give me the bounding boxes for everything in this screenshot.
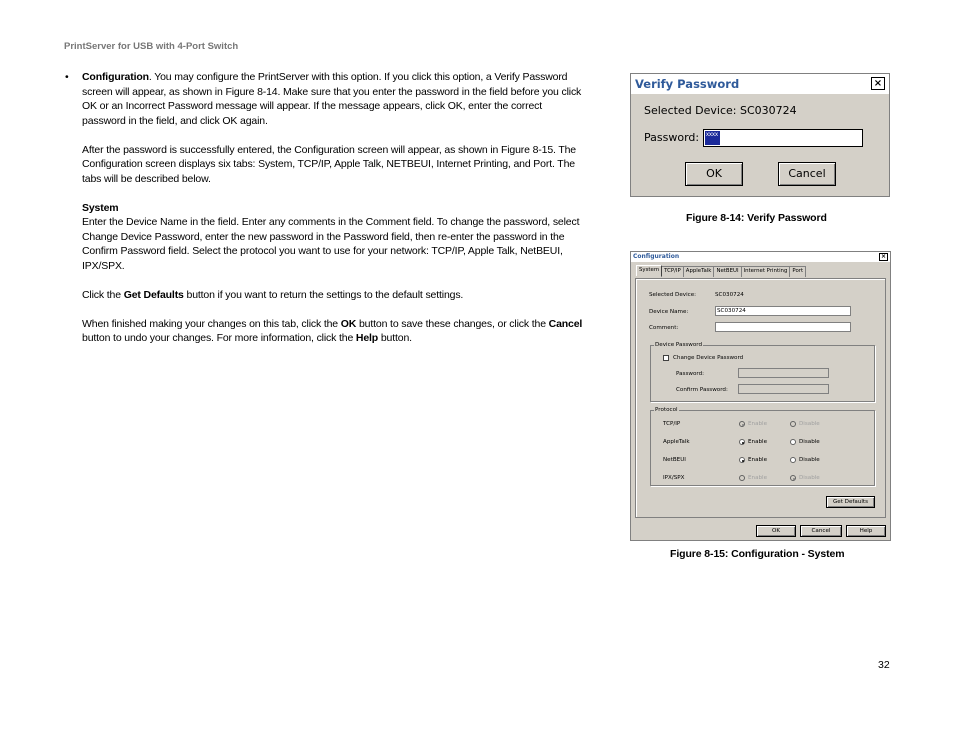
figure-14-caption: Figure 8-14: Verify Password [686, 212, 827, 224]
tab-appletalk[interactable]: AppleTalk [683, 266, 715, 277]
dialog-title: Configuration [633, 253, 680, 260]
ok-term: OK [340, 317, 357, 330]
get-defaults-term: Get Defaults [123, 288, 184, 301]
ipxspx-disable-radio[interactable] [790, 475, 796, 481]
text-run: button. [378, 332, 412, 344]
selected-device-label: Selected Device: [649, 292, 697, 298]
netbeui-disable-radio[interactable] [790, 457, 796, 463]
comment-label: Comment: [649, 325, 679, 331]
configuration-paragraph [82, 70, 588, 128]
device-password-group [650, 342, 875, 402]
ok-button[interactable]: OK [685, 162, 743, 186]
running-header: PrintServer for USB with 4-Port Switch [64, 41, 239, 52]
tab-internet-printing[interactable]: Internet Printing [741, 266, 791, 277]
tcpip-enable-label: Enable [748, 421, 768, 427]
password-mask: xxxx [705, 131, 720, 145]
password-label: Password: [676, 371, 705, 377]
help-term: Help [355, 332, 379, 344]
tcpip-disable-label: Disable [799, 421, 820, 427]
help-button[interactable]: Help [846, 525, 886, 537]
close-icon[interactable]: × [880, 253, 887, 260]
text-run: button if you want to return the settings to the default settings. [183, 288, 464, 301]
cancel-button[interactable]: Cancel [778, 162, 836, 186]
text-run: When finished making your changes on this tab, click the [82, 317, 341, 330]
change-password-checkbox[interactable] [663, 355, 669, 361]
confirm-password-label: Confirm Password: [676, 387, 728, 393]
after-password-paragraph: After the password is successfully entered, the Configuration screen will appear, as shown in Figure 8-15. The Configuration screen displays six tabs: System, TCP/IP, Apple Talk, NETBEUI, Internet Printing, and Port. The tabs will be described below. [82, 143, 576, 185]
ipxspx-enable-radio[interactable] [739, 475, 745, 481]
page-number: 32 [878, 659, 890, 671]
text-run: button to undo your changes. For more information, click the [82, 332, 356, 344]
confirm-password-input[interactable] [738, 384, 829, 394]
dialog-title: Verify Password [635, 77, 740, 91]
device-name-label: Device Name: [649, 309, 689, 315]
verify-password-dialog [630, 73, 890, 197]
change-password-label: Change Device Password [673, 355, 744, 361]
protocol-ipxspx-label: IPX/SPX [663, 475, 685, 481]
get-defaults-button[interactable]: Get Defaults [826, 496, 875, 508]
selected-device-value: SC030724 [715, 292, 744, 298]
text-run: button to save these changes, or click the [356, 317, 549, 330]
tcpip-enable-radio[interactable] [739, 421, 745, 427]
system-tab-panel [635, 278, 886, 518]
ipxspx-disable-label: Disable [799, 475, 820, 481]
password-label: Password: [644, 131, 700, 144]
dialog-title-bar [631, 74, 889, 94]
configuration-term: Configuration [82, 71, 149, 83]
protocol-group [650, 407, 875, 486]
selected-device-text: Selected Device: SC030724 [644, 104, 797, 117]
appletalk-enable-label: Enable [748, 439, 768, 445]
group-label: Device Password [655, 342, 703, 348]
appletalk-disable-label: Disable [799, 439, 820, 445]
password-input[interactable] [703, 129, 863, 147]
configuration-text: . You may configure the PrintServer with this option. If you click this option, a Verify Password screen will appear, as shown in Figure 8-14. Make sure that you enter the password in the field before you click OK or an Incorrect Password message will appear. If the message appears, click OK, enter the correct password in the field, and click OK again. [82, 71, 582, 127]
cancel-term: Cancel [548, 317, 583, 330]
configuration-dialog [630, 251, 891, 541]
protocol-tcpip-label: TCP/IP [663, 421, 681, 427]
device-name-input[interactable]: SC030724 [715, 306, 851, 316]
body-text [65, 70, 588, 360]
tab-netbeui[interactable]: NetBEUI [713, 266, 741, 277]
tab-strip [636, 266, 805, 277]
protocol-netbeui-label: NetBEUI [663, 457, 686, 463]
system-heading: System [82, 201, 119, 214]
tab-system[interactable]: System [636, 265, 662, 276]
bullet-marker: • [65, 71, 69, 83]
password-input[interactable] [738, 368, 829, 378]
ok-button[interactable]: OK [756, 525, 796, 537]
comment-input[interactable] [715, 322, 851, 332]
get-defaults-paragraph [82, 288, 588, 303]
text-run: Click the [82, 288, 124, 301]
netbeui-enable-radio[interactable] [739, 457, 745, 463]
tab-port[interactable]: Port [789, 266, 806, 277]
finish-paragraph [82, 317, 588, 346]
figure-15-caption: Figure 8-15: Configuration - System [670, 548, 845, 560]
appletalk-disable-radio[interactable] [790, 439, 796, 445]
protocol-appletalk-label: AppleTalk [663, 439, 690, 445]
tab-tcpip[interactable]: TCP/IP [661, 266, 684, 277]
ipxspx-enable-label: Enable [748, 475, 768, 481]
netbeui-disable-label: Disable [799, 457, 820, 463]
cancel-button[interactable]: Cancel [800, 525, 842, 537]
dialog-title-bar [631, 252, 890, 262]
system-paragraph: Enter the Device Name in the field. Enter any comments in the Comment field. To change the password, select Change Device Password, enter the new password in the Password field, then re-enter the password in the Confirm Password field. Select the protocol you want to use for your network: TCP/IP, Apple Talk, NetBEUI, IPX/SPX. [82, 216, 580, 272]
netbeui-enable-label: Enable [748, 457, 768, 463]
close-icon[interactable]: × [871, 77, 885, 90]
appletalk-enable-radio[interactable] [739, 439, 745, 445]
group-label: Protocol [655, 407, 678, 413]
tcpip-disable-radio[interactable] [790, 421, 796, 427]
